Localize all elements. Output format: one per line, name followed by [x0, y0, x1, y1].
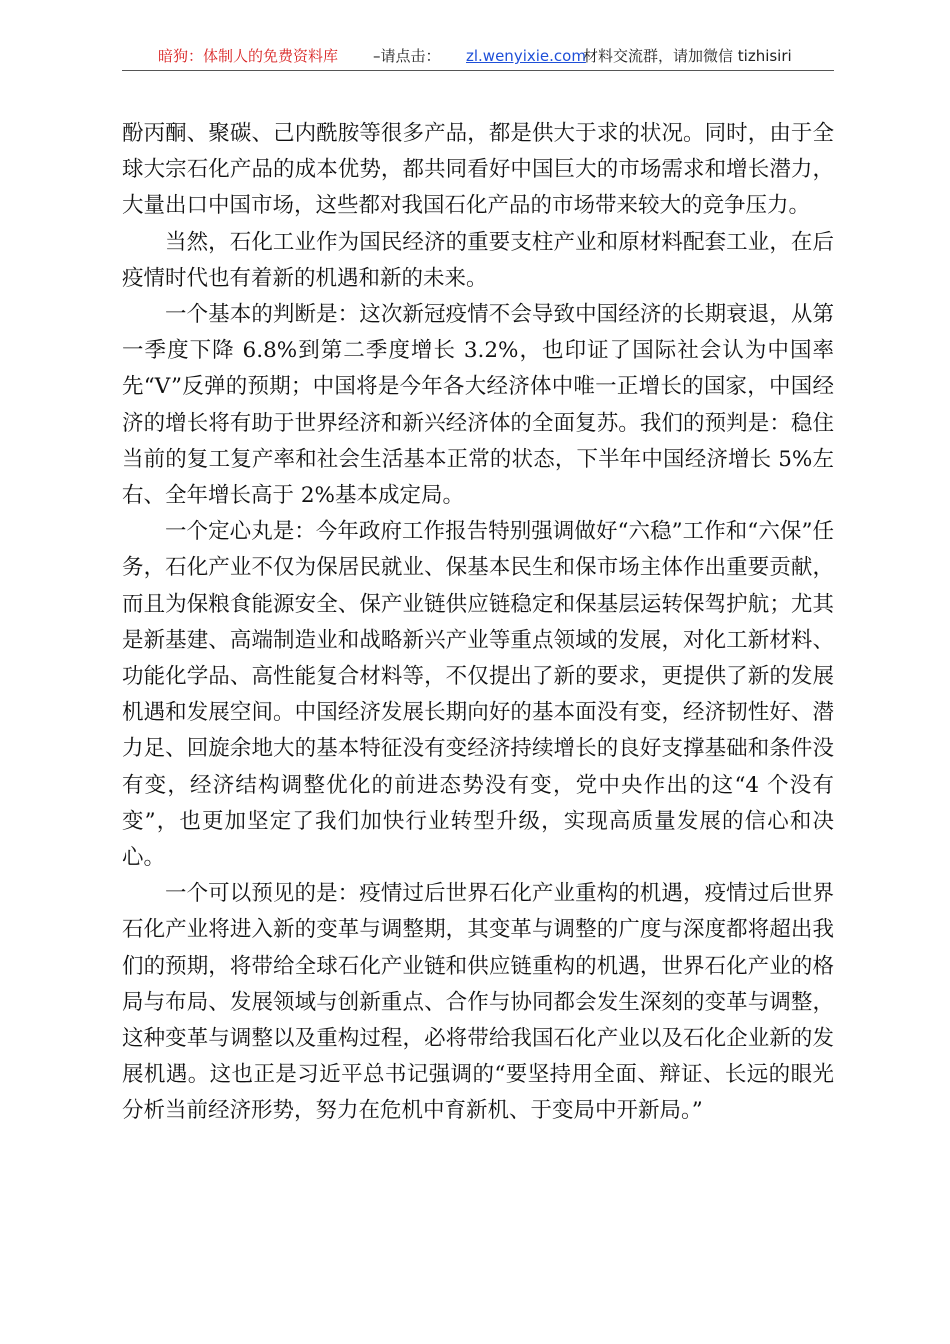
header-brand: 暗狗：体制人的免费资料库 [158, 47, 339, 65]
header-divider [122, 70, 834, 71]
header-group-note: 材料交流群，请加微信 tizhisiri [583, 47, 792, 65]
document-body [122, 116, 834, 1130]
paragraph: 一个基本的判断是：这次新冠疫情不会导致中国经济的长期衰退，从第一季度下降 6.8%到第二季度增长 3.2%，也印证了国际社会认为中国率先“V”反弹的预期；中国将是今年各大经济体中唯一正增长的国家，中国经济的增长将有助于世界经济和新兴经济体的全面复苏。我们的预判是：稳住当前的复工复产率和社会生活基本正常的状态，下半年中国经济增长 5%左右、全年增长高于 2%基本成定局。 [122, 302, 834, 509]
paragraph-continuation: 酚丙酮、聚碳、己内酰胺等很多产品，都是供大于求的状况。同时，由于全球大宗石化产品的成本优势，都共同看好中国巨大的市场需求和增长潜力，大量出口中国市场，这些都对我国石化产品的市场带来较大的竞争压力。 [122, 121, 834, 219]
paragraph: 一个定心丸是：今年政府工作报告特别强调做好“六稳”工作和“六保”任务，石化产业不仅为保居民就业、保基本民生和保市场主体作出重要贡献，而且为保粮食能源安全、保产业链供应链稳定和保基层运转保驾护航；尤其是新基建、高端制造业和战略新兴产业等重点领域的发展，对化工新材料、功能化学品、高性能复合材料等，不仅提出了新的要求，更提供了新的发展机遇和发展空间。中国经济发展长期向好的基本面没有变，经济韧性好、潜力足、回旋余地大的基本特征没有变经济持续增长的良好支撑基础和条件没有变，经济结构调整优化的前进态势没有变，党中央作出的这“4 个没有变”，也更加坚定了我们加快行业转型升级，实现高质量发展的信心和决心。 [122, 519, 834, 871]
header-prompt: –请点击： [373, 47, 441, 65]
paragraph: 一个可以预见的是：疫情过后世界石化产业重构的机遇，疫情过后世界石化产业将进入新的变革与调整期，其变革与调整的广度与深度都将超出我们的预期，将带给全球石化产业链和供应链重构的机遇，世界石化产业的格局与布局、发展领域与创新重点、合作与协同都会发生深刻的变革与调整，这种变革与调整以及重构过程，必将带给我国石化产业以及石化企业新的发展机遇。这也正是习近平总书记强调的“要坚持用全面、辩证、长远的眼光分析当前经济形势，努力在危机中育新机、于变局中开新局。” [122, 881, 834, 1124]
header-link[interactable]: zl.wenyixie.com [466, 47, 586, 65]
paragraph: 当然，石化工业作为国民经济的重要支柱产业和原材料配套工业，在后疫情时代也有着新的机遇和新的未来。 [122, 229, 834, 291]
